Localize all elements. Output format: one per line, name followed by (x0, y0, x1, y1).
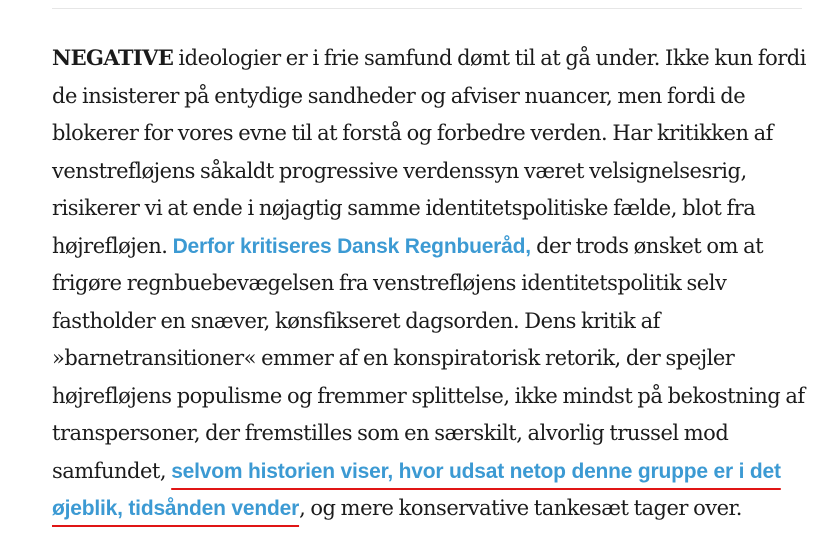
article-paragraph (52, 39, 812, 528)
lead-word: NEGATIVE (52, 45, 174, 70)
body-text-2: der trods ønsket om at frigøre regnbuebevægelsen fra venstrefløjens identitetspolitik selv fastholder en snæver, kønsfikseret dagsorden. Dens kritik af »barnetransitioner« emmer af en konspiratorisk retorik, der spejler højrefløjens populisme og fremmer splittelse, ikke mindst på bekostning af transpersoner, der fremstilles som en særskilt, alvorlig trussel mod samfundet, (52, 233, 805, 483)
link-dansk-regnbueraad[interactable]: Derfor kritiseres Dansk Regnbueråd, (172, 234, 531, 258)
top-divider (52, 8, 802, 9)
body-text-1: ideologier er i frie samfund dømt til at gå under. Ikke kun fordi de insisterer på entydige sandheder og afviser nuancer, men fordi de blokerer for vores evne til at forstå og forbedre verden. Har kritikken af venstrefløjens såkaldt progressive verdenssyn været velsignelsesrig, risikerer vi at ende i nøjagtig samme identitetspolitiske fælde, blot fra højrefløjen. (52, 46, 806, 258)
body-text-3: , og mere konservative tankesæt tager over. (299, 496, 742, 520)
link-historien-viser[interactable]: selvom historien viser, hvor udsat netop denne gruppe er i det øjeblik, tidsånden vender (52, 459, 781, 520)
